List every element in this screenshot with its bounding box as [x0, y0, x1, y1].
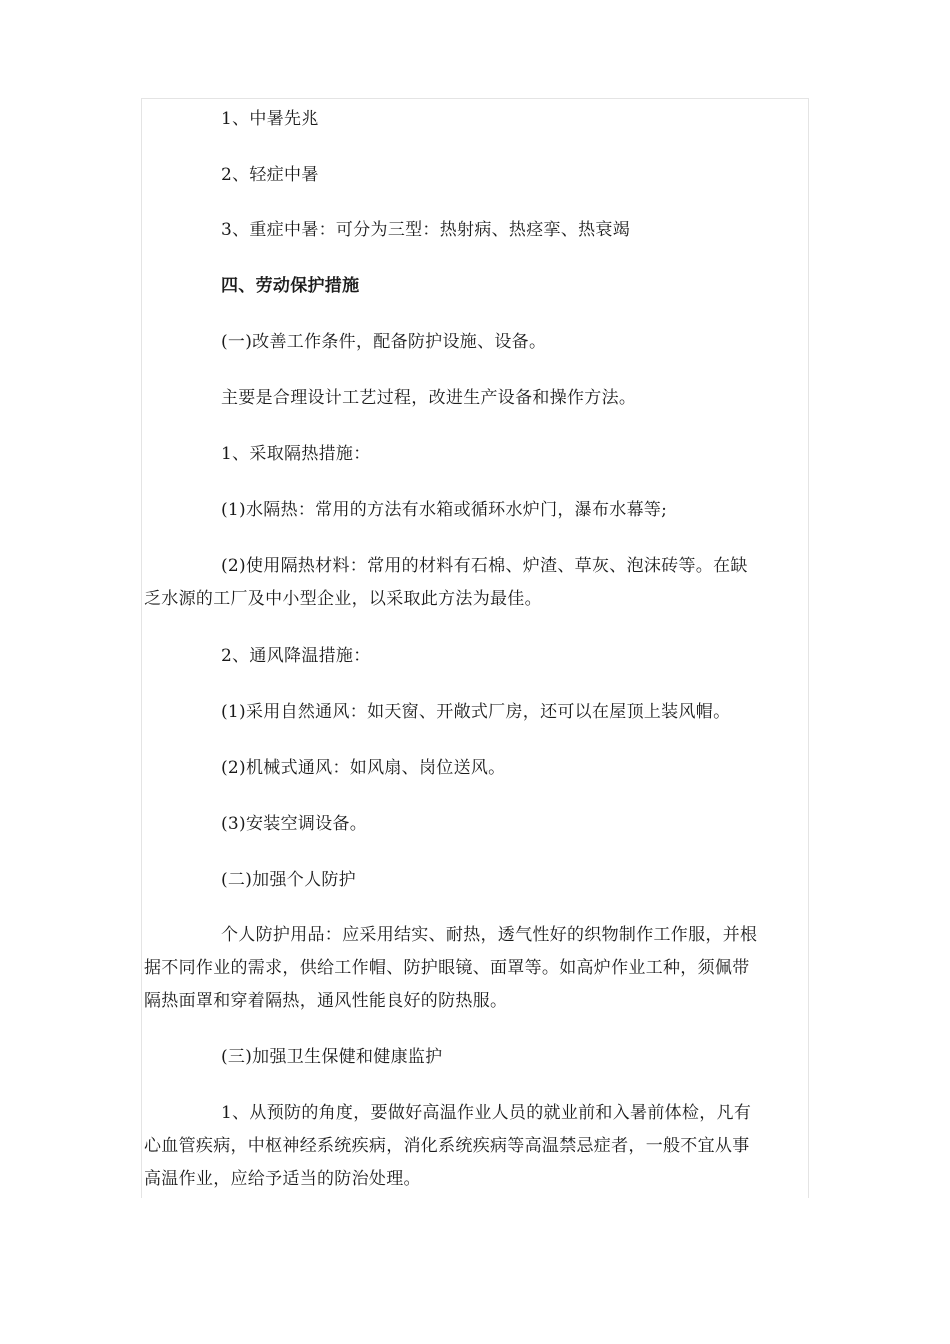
list-item: 2、轻症中暑 [221, 165, 319, 185]
paragraph: 高温作业，应给予适当的防治处理。 [144, 1169, 421, 1189]
paragraph: 据不同作业的需求，供给工作帽、防护眼镜、面罩等。如高炉作业工种，须佩带 [144, 958, 750, 978]
list-item: (3)安装空调设备。 [221, 814, 368, 834]
list-item: (1)水隔热：常用的方法有水箱或循环水炉门，瀑布水幕等; [221, 500, 668, 520]
subsection-heading: (一)改善工作条件，配备防护设施、设备。 [221, 332, 547, 352]
subsection-heading: (二)加强个人防护 [221, 870, 356, 890]
paragraph: (2)使用隔热材料：常用的材料有石棉、炉渣、草灰、泡沫砖等。在缺 [221, 556, 748, 576]
list-item: (1)采用自然通风：如天窗、开敞式厂房，还可以在屋顶上装风帽。 [221, 702, 731, 722]
paragraph: 主要是合理设计工艺过程，改进生产设备和操作方法。 [221, 388, 637, 408]
paragraph: 隔热面罩和穿着隔热，通风性能良好的防热服。 [144, 991, 508, 1011]
paragraph: 个人防护用品：应采用结实、耐热，透气性好的织物制作工作服，并根 [221, 925, 758, 945]
section-heading: 四、劳动保护措施 [221, 276, 360, 296]
list-item: 1、采取隔热措施： [221, 444, 371, 464]
paragraph: 心血管疾病，中枢神经系统疾病，消化系统疾病等高温禁忌症者，一般不宜从事 [144, 1136, 750, 1156]
list-item: 1、中暑先兆 [221, 109, 319, 129]
list-item: (2)机械式通风：如风扇、岗位送风。 [221, 758, 506, 778]
paragraph: 1、从预防的角度，要做好高温作业人员的就业前和入暑前体检，凡有 [221, 1103, 752, 1123]
subsection-heading: (三)加强卫生保健和健康监护 [221, 1047, 443, 1067]
list-item: 2、通风降温措施： [221, 646, 371, 666]
list-item: 3、重症中暑：可分为三型：热射病、热痉挛、热衰竭 [221, 220, 631, 240]
paragraph: 乏水源的工厂及中小型企业，以采取此方法为最佳。 [144, 589, 542, 609]
